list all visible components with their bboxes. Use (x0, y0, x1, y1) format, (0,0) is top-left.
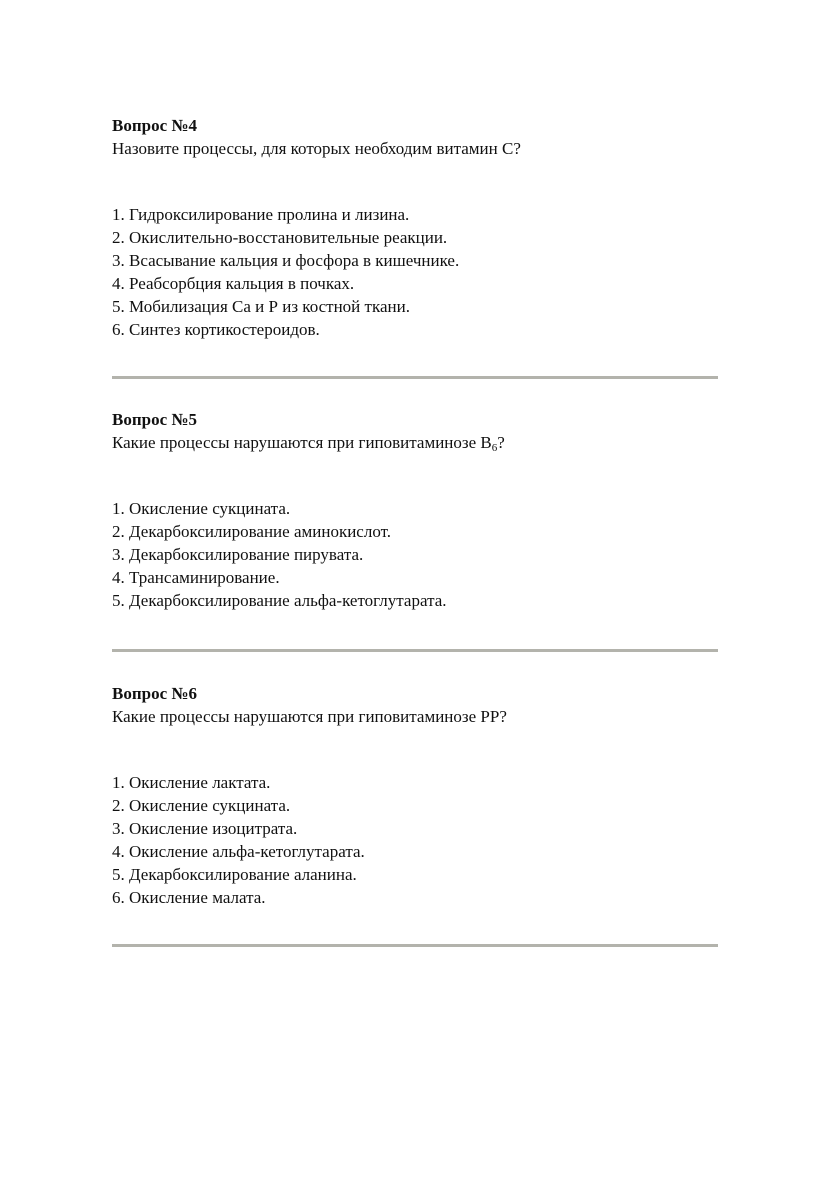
question-5-answers (112, 497, 718, 612)
answer-item: 1. Гидроксилирование пролина и лизина. (112, 205, 410, 224)
question-5-text-sub: 6 (491, 442, 498, 454)
question-6-text-main: Какие процессы нарушаются при гиповитаминозе РР? (112, 707, 507, 726)
question-4-text-main: Назовите процессы, для которых необходим витамин С? (112, 139, 521, 158)
answer-item: 5. Декарбоксилирование аланина. (112, 865, 357, 884)
question-5-title: Вопрос №5 (112, 410, 197, 429)
answer-item: 1. Окисление лактата. (112, 773, 271, 792)
answer-item: 1. Окисление сукцината. (112, 499, 291, 518)
answer-item: 5. Декарбоксилирование альфа-кетоглутарата. (112, 591, 447, 610)
answer-item: 5. Мобилизация Са и Р из костной ткани. (112, 297, 410, 316)
question-4-title: Вопрос №4 (112, 116, 197, 135)
answer-item: 4. Окисление альфа-кетоглутарата. (112, 842, 365, 861)
question-6 (112, 682, 718, 907)
question-5-text (112, 431, 718, 454)
question-4-answers (112, 203, 718, 341)
answer-item: 3. Окисление изоцитрата. (112, 819, 298, 838)
answer-item: 6. Окисление малата. (112, 888, 266, 907)
answer-item: 6. Синтез кортикостероидов. (112, 320, 320, 339)
section-divider (112, 944, 718, 947)
section-divider (112, 376, 718, 379)
question-5-text-main: Какие процессы нарушаются при гиповитаминозе В (112, 433, 492, 452)
section-divider (112, 649, 718, 652)
question-6-title: Вопрос №6 (112, 684, 197, 703)
question-6-answers (112, 771, 718, 909)
answer-item: 4. Трансаминирование. (112, 568, 280, 587)
answer-item: 3. Всасывание кальция и фосфора в кишечнике. (112, 251, 460, 270)
question-6-text (112, 705, 718, 728)
question-4-text (112, 137, 718, 160)
answer-item: 2. Окислительно-восстановительные реакции. (112, 228, 448, 247)
question-4 (112, 114, 718, 339)
question-5-text-end: ? (497, 433, 505, 452)
answer-item: 2. Декарбоксилирование аминокислот. (112, 522, 392, 541)
answer-item: 3. Декарбоксилирование пирувата. (112, 545, 364, 564)
answer-item: 4. Реабсорбция кальция в почках. (112, 274, 355, 293)
answer-item: 2. Окисление сукцината. (112, 796, 291, 815)
question-5 (112, 408, 718, 610)
